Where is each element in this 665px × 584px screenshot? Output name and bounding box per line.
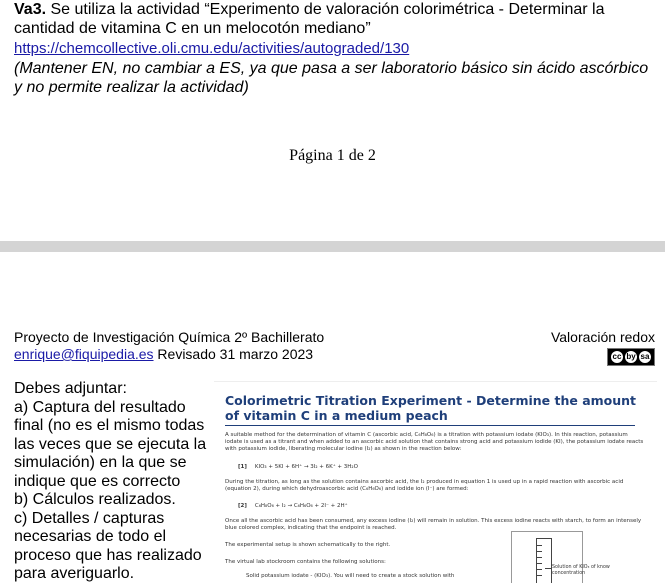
figure-paragraph-3: Once all the ascorbic acid has been consumed, any excess iodine (I₂) will remain in solution. This excess iodine reacts with starch, to form an intensely blue colored complex, indicating that the endpoint is reached.: [225, 518, 642, 532]
burette-label: Solution of KIO₃ of know concentration: [552, 565, 610, 576]
activity-text: Se utiliza la actividad “Experimento de valoración colorimétrica - Determinar la cantidad de vitamina C en un melocotón mediano”: [14, 1, 605, 37]
instruction-c: c) Detalles / capturas necesarias de todo el proceso que has realizado para averiguarlo.: [14, 509, 202, 582]
figure-paragraph-5: The virtual lab stockroom contains the following solutions:: [225, 559, 386, 565]
page-header-right: [551, 329, 655, 366]
equation-1-number: [1]: [238, 464, 247, 470]
figure-paragraph-1: A suitable method for the determination of vitamin C (ascorbic acid, C₆H₈O₆) is a titration with potassium iodate (KIO₃). In this reaction, potassium iodate is used as a titrant and when added to an ascorbic acid solution that contains strong acid and potassium iodide (KI), the potassium iodate reacts with potassium iodide, liberating molecular iodine (I₂) as shown in the reaction below:: [225, 432, 644, 453]
burette-tick: [537, 575, 542, 576]
burette-tick: [537, 557, 542, 558]
instruction-b: b) Cálculos realizados.: [14, 491, 176, 508]
section-title: Valoración redox: [550, 329, 655, 345]
project-title: Proyecto de Investigación Química 2º Bachillerato: [14, 329, 325, 345]
author-line: [14, 346, 324, 363]
equation-1-text: KIO₃ + 5KI + 6H⁺ → 3I₂ + 6K⁺ + 3H₂O: [254, 464, 358, 470]
cc-license-badge[interactable]: [607, 348, 655, 366]
figure-title-rule: [225, 425, 635, 426]
burette-label-line: [545, 568, 552, 569]
page-header-left: [14, 329, 324, 363]
figure-title: Colorimetric Titration Experiment - Determine the amount of vitamin C in a medium peach: [225, 393, 637, 423]
cc-icon: cc: [612, 352, 622, 361]
revision-date: Revisado 31 marzo 2023: [153, 346, 314, 362]
burette-diagram: [536, 538, 552, 583]
activity-label: Va3.: [14, 1, 47, 18]
figure-paragraph-2: During the titration, as long as the solution contains ascorbic acid, the I₂ produced in equation 1 is used up in a rapid reaction with ascorbic acid (equation 2), during which dehydroascorbic acid (C₆H₆O₆) and iodide ion (I⁻) are formed:: [225, 479, 624, 493]
activity-note: (Mantener EN, no cambiar a ES, ya que pasa a ser laboratorio básico sin ácido ascórbico y no permite realizar la actividad): [14, 60, 649, 96]
by-icon: by: [626, 352, 636, 361]
equation-2: [238, 503, 348, 509]
instructions: [14, 380, 214, 584]
figure-paragraph-6: Solid potassium iodate - (KIO₃). You will need to create a stock solution with: [246, 573, 455, 579]
author-email[interactable]: enrique@fiquipedia.es: [14, 346, 154, 362]
page-number: Página 1 de 2: [289, 147, 376, 164]
activity-description: [14, 0, 659, 97]
burette-tick: [537, 545, 542, 546]
instructions-intro: Debes adjuntar:: [14, 380, 127, 397]
burette-tick: [537, 569, 542, 570]
equation-1: [238, 464, 358, 470]
burette-tick: [537, 551, 542, 552]
activity-heading: [14, 0, 659, 38]
activity-screenshot: [214, 381, 657, 583]
instruction-a: a) Captura del resultado final (no es el mismo todas las veces que se ejecuta la simulación) en la que se indique que es correcto: [14, 398, 207, 490]
equation-2-text: C₆H₈O₆ + I₂ → C₆H₆O₆ + 2I⁻ + 2H⁺: [254, 503, 348, 509]
activity-link[interactable]: https://chemcollective.oli.cmu.edu/activities/autograded/130: [14, 40, 410, 57]
equation-2-number: [2]: [238, 503, 247, 509]
page-separator: [0, 241, 665, 252]
burette-tick: [537, 563, 542, 564]
figure-paragraph-4: The experimental setup is shown schematically to the right.: [225, 542, 391, 548]
sa-icon: sa: [640, 352, 650, 361]
